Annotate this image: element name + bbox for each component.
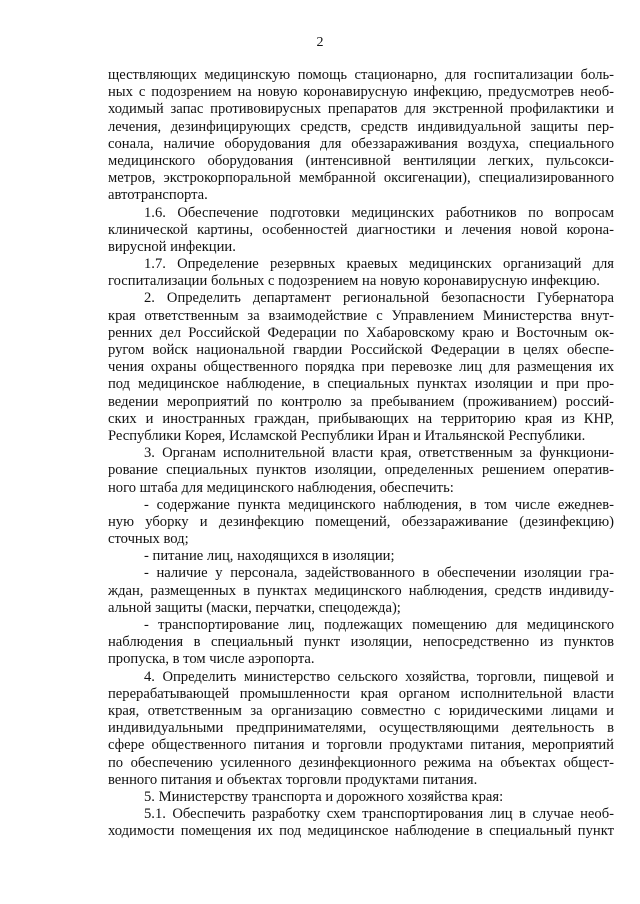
text-line: ских и иностранных граждан, прибывающих на территорию края из КНР,: [108, 410, 614, 427]
text-line: госпитализации больных с подозрением на новую коронавирусную инфекцию.: [108, 273, 600, 290]
text-line: 1.6. Обеспечение подготовки медицинских работников по вопросам: [144, 204, 614, 221]
text-line: вирусной инфекции.: [108, 238, 236, 255]
text-line: пропуска, в том числе аэропорта.: [108, 651, 315, 668]
text-line: Республики Корея, Исламской Республики Иран и Итальянской Республики.: [108, 427, 586, 444]
text-line: лечения, дезинфицирующих средств, средств индивидуальной защиты пер-: [108, 118, 614, 135]
text-line: ную уборку и дезинфекцию помещений, обеззараживание (дезинфекцию): [108, 513, 614, 530]
text-line: альной защиты (маски, перчатки, спецодежда);: [108, 599, 401, 616]
text-line: ведении мероприятий по контролю за пребыванием (проживанием) россий-: [108, 393, 614, 410]
text-line: перерабатывающей промышленности края органом исполнительной власти: [108, 685, 614, 702]
text-line: ходимости помещения их под медицинское наблюдение в специальный пункт: [108, 823, 614, 840]
text-line: края ответственным за взаимодействие с Управлением Министерства внут-: [108, 307, 614, 324]
text-line: - содержание пункта медицинского наблюдения, в том числе ежеднев-: [144, 496, 614, 513]
text-line: 5.1. Обеспечить разработку схем транспортирования лиц в случае необ-: [144, 806, 614, 823]
text-line: ждан, размещенных в пунктах медицинского наблюдения, средств индивиду-: [108, 582, 614, 599]
text-line: ществляющих медицинскую помощь стационарно, для госпитализации боль-: [108, 67, 614, 83]
text-line: рование специальных пунктов изоляции, определенных решением оператив-: [108, 462, 614, 479]
text-line: 2. Определить департамент региональной безопасности Губернатора: [144, 290, 614, 307]
text-line: по обеспечению усиленного дезинфекционного режима на объектах общест-: [108, 754, 614, 771]
text-line: метров, экстрокорпоральной мембранной оксигенации), специализированного: [108, 170, 614, 187]
text-line: 3. Органам исполнительной власти края, ответственным за функциони-: [144, 445, 614, 462]
text-line: - транспортирование лиц, подлежащих помещению для медицинского: [144, 617, 614, 633]
text-line: венного питания и объектах торговли продуктами питания.: [108, 771, 478, 788]
text-line: сточных вод;: [108, 531, 189, 548]
text-line: - питание лиц, находящихся в изоляции;: [144, 548, 395, 565]
text-line: сонала, наличие оборудования для обеззараживания воздуха, специального: [108, 135, 614, 152]
text-line: - наличие у персонала, задействованного в обеспечении изоляции гра-: [144, 565, 614, 582]
document-body: [108, 67, 614, 840]
text-line: чения охраны общественного порядка при перевозке лиц для размещения их: [108, 359, 614, 376]
text-line: клинической картины, особенностей диагностики и лечения новой корона-: [108, 221, 614, 238]
text-line: края, ответственным за организацию совместно с юридическими лицами и: [108, 702, 614, 719]
text-line: медицинского оборудования (интенсивной вентиляции легких, пульсокси-: [108, 152, 614, 169]
text-line: ругом войск национальной гвардии Российской Федерации в целях обеспе-: [108, 342, 614, 358]
text-line: 1.7. Определение резервных краевых медицинских организаций для: [144, 256, 614, 273]
text-line: ходимый запас противовирусных препаратов для экстренной профилактики и: [108, 101, 614, 118]
text-line: индивидуальными предпринимателями, осуществляющими деятельность в: [108, 720, 614, 737]
text-line: сфере общественного питания и торговли продуктами питания, мероприятий: [108, 737, 614, 754]
text-line: 5. Министерству транспорта и дорожного хозяйства края:: [144, 788, 504, 805]
page-number: 2: [316, 35, 324, 50]
text-line: под медицинское наблюдение, в специальных пунктах изоляции и при про-: [108, 376, 614, 393]
text-line: 4. Определить министерство сельского хозяйства, торговли, пищевой и: [144, 668, 614, 685]
text-line: наблюдения в специальный пункт изоляции, непосредственно из пунктов: [108, 634, 614, 651]
text-line: ного штаба для медицинского наблюдения, обеспечить:: [108, 479, 454, 496]
text-line: ренних дел Российской Федерации по Хабаровскому краю и Восточным ок-: [108, 324, 614, 341]
text-line: автотранспорта.: [108, 187, 208, 204]
text-line: ных с подозрением на новую коронавирусную инфекцию, предусмотрев необ-: [108, 84, 614, 101]
